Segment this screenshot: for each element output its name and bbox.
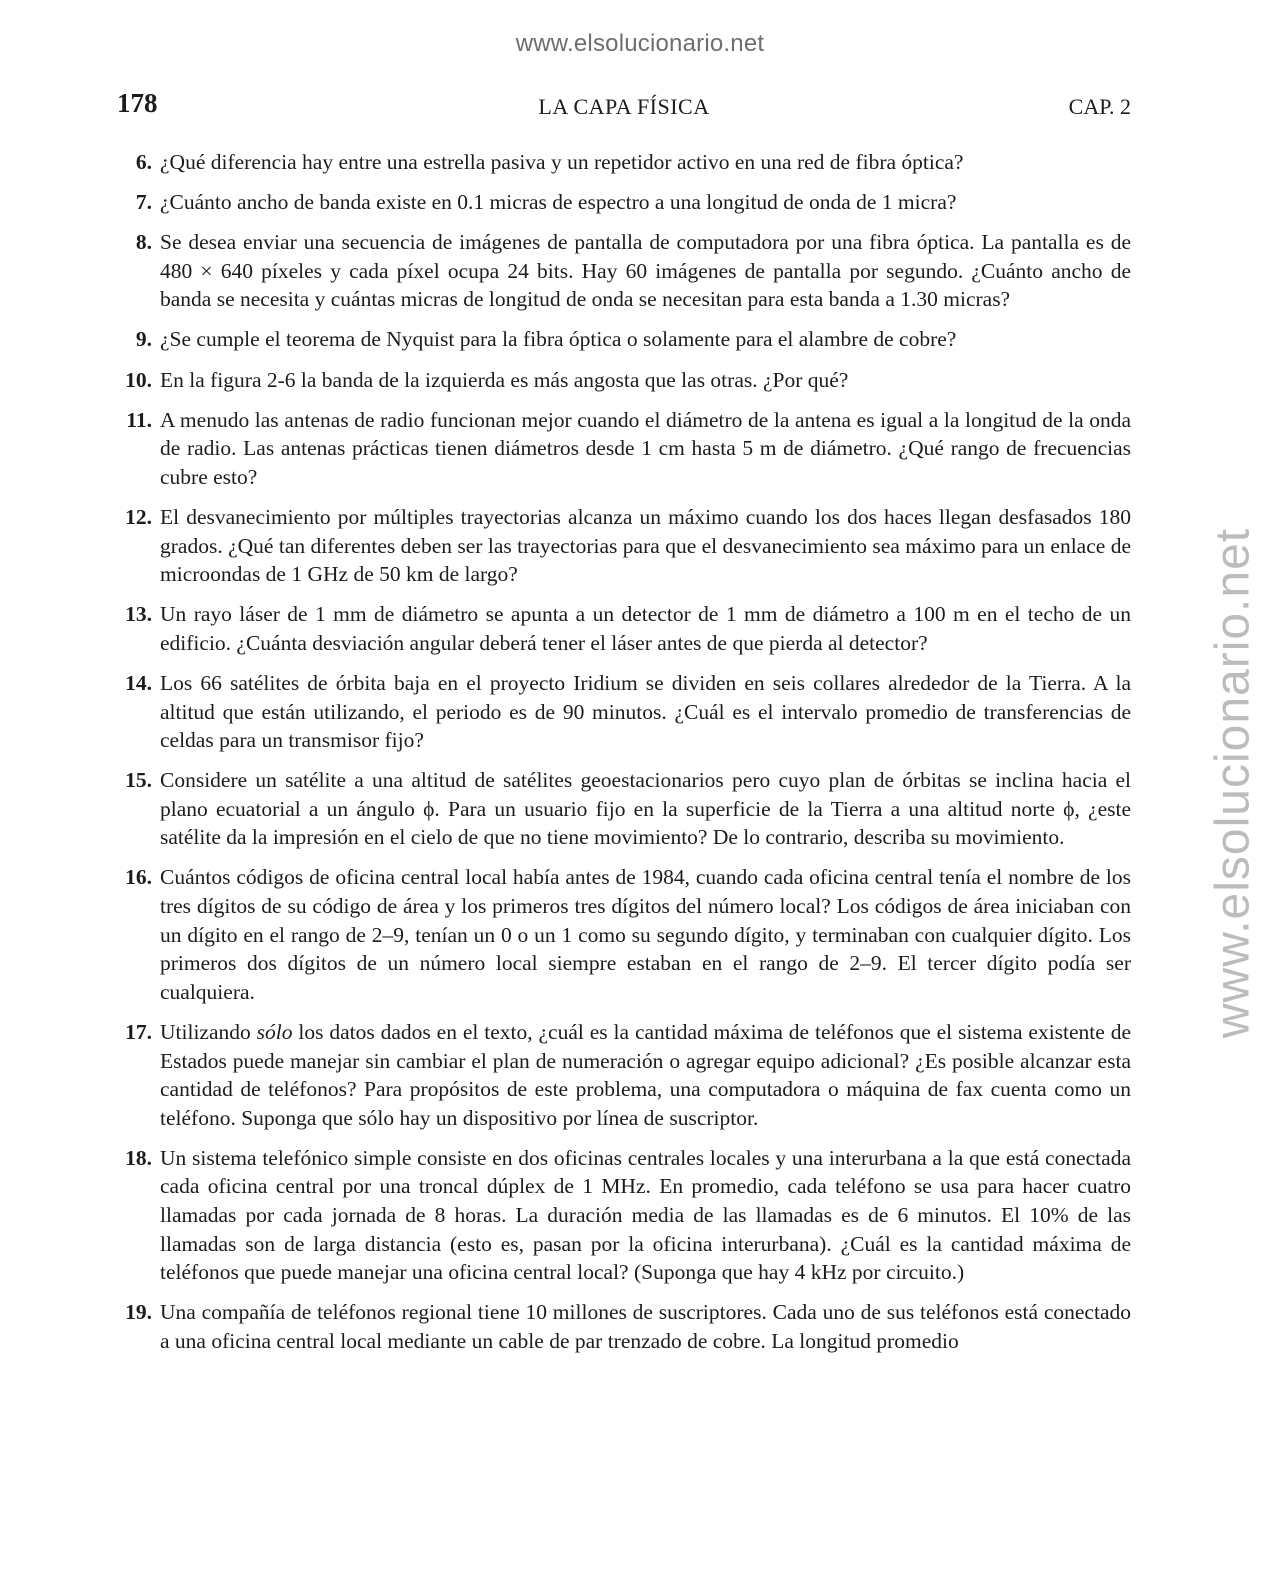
- problem-18: [117, 1144, 1131, 1287]
- problem-7: [117, 188, 1131, 217]
- problem-number: 15.: [125, 768, 152, 793]
- problem-text: Un sistema telefónico simple consiste en dos oficinas centrales locales y una interurbana a la que está conectada cada oficina central por una troncal dúplex de 1 MHz. En promedio, cada teléfono se usa para hacer cuatro llamadas por cada jornada de 8 horas. La duración media de las llamadas es de 6 minutos. El 10% de las llamadas son de larga distancia (esto es, pasan por la oficina interurbana). ¿Cuál es la cantidad máxima de teléfonos que puede manejar una oficina central local? (Suponga que hay 4 kHz por circuito.): [160, 1145, 1131, 1285]
- problem-8: [117, 228, 1131, 314]
- problem-text: A menudo las antenas de radio funcionan mejor cuando el diámetro de la antena es igual a la longitud de la onda de radio. Las antenas prácticas tienen diámetros desde 1 cm hasta 5 m de diámetro. ¿Qué rango de frecuencias cubre esto?: [160, 407, 1131, 489]
- problem-number: 19.: [125, 1300, 152, 1325]
- problem-text: En la figura 2-6 la banda de la izquierda es más angosta que las otras. ¿Por qué?: [160, 367, 849, 392]
- problem-text: ¿Qué diferencia hay entre una estrella pasiva y un repetidor activo en una red de fibra óptica?: [160, 150, 964, 174]
- problem-number: 18.: [125, 1145, 152, 1170]
- problem-text: El desvanecimiento por múltiples trayectorias alcanza un máximo cuando los dos haces llegan desfasados 180 grados. ¿Qué tan diferentes deben ser las trayectorias para que el desvanecimiento sea máximo para un enlace de microondas de 1 GHz de 50 km de largo?: [160, 504, 1131, 587]
- problem-17: [117, 1018, 1131, 1132]
- problem-10: [117, 366, 1131, 395]
- problem-number: 8.: [135, 230, 152, 255]
- problem-15: [117, 766, 1131, 852]
- problem-19: [117, 1298, 1131, 1355]
- problem-text: Considere un satélite a una altitud de satélites geoestacionarios pero cuyo plan de órbitas se inclina hacia el plano ecuatorial a un ángulo ϕ. Para un usuario fijo en la superficie de la Tierra a una altitud norte ϕ, ¿este satélite da la impresión en el cielo de que no tiene movimiento? De lo contrario, describa su movimiento.: [160, 768, 1131, 850]
- problem-text-emphasis: sólo: [256, 1019, 293, 1044]
- problem-number: 11.: [126, 407, 152, 432]
- problem-text: Se desea enviar una secuencia de imágenes de pantalla de computadora por una fibra óptica. La pantalla es de 480 × 640 píxeles y cada píxel ocupa 24 bits. Hay 60 imágenes de pantalla por segundo. ¿Cuánto ancho de banda se necesita y cuántas micras de longitud de onda se necesitan para esta banda a 1.30 micras?: [160, 230, 1131, 312]
- watermark-side: www.elsolucionario.net: [1206, 527, 1260, 1039]
- chapter-title: LA CAPA FÍSICA: [538, 94, 710, 119]
- problem-number: 12.: [125, 504, 152, 529]
- problem-14: [117, 669, 1131, 755]
- problem-text-before: Utilizando: [160, 1019, 257, 1044]
- watermark-top: www.elsolucionario.net: [515, 30, 765, 57]
- chapter-label: CAP. 2: [1068, 94, 1131, 119]
- problem-16: [117, 863, 1131, 1006]
- problem-13: [117, 600, 1131, 657]
- problem-9: [117, 325, 1131, 354]
- problem-text-after: los datos dados en el texto, ¿cuál es la cantidad máxima de teléfonos que el sistema existente de Estados puede manejar sin cambiar el plan de numeración o agregar equipo adicional? ¿Es posible alcanzar esta cantidad de teléfonos? Para propósitos de este problema, una computadora o máquina de fax cuenta como un teléfono. Suponga que sólo hay un dispositivo por línea de suscriptor.: [160, 1019, 1131, 1130]
- problem-number: 6.: [135, 150, 152, 174]
- page-number: 178: [117, 88, 158, 118]
- problem-number: 7.: [135, 190, 152, 215]
- running-head: [117, 88, 1131, 128]
- problem-number: 9.: [135, 327, 152, 352]
- problem-12: [117, 503, 1131, 589]
- problem-number: 16.: [125, 865, 152, 890]
- problem-6: [117, 148, 1131, 177]
- problem-list: [117, 148, 1131, 1367]
- problem-number: 17.: [125, 1019, 152, 1044]
- problem-number: 13.: [125, 602, 152, 627]
- problem-text: Los 66 satélites de órbita baja en el proyecto Iridium se dividen en seis collares alrededor de la Tierra. A la altitud que están utilizando, el periodo es de 90 minutos. ¿Cuál es el intervalo promedio de transferencias de celdas para un transmisor fijo?: [160, 670, 1131, 753]
- problem-number: 14.: [125, 670, 152, 695]
- problem-text: Un rayo láser de 1 mm de diámetro se apunta a un detector de 1 mm de diámetro a 100 m en el techo de un edificio. ¿Cuánta desviación angular deberá tener el láser antes de que pierda al detector?: [160, 602, 1131, 655]
- problem-text: [160, 1018, 1131, 1132]
- problem-text: ¿Cuánto ancho de banda existe en 0.1 micras de espectro a una longitud de onda de 1 micra?: [160, 190, 957, 215]
- problem-11: [117, 406, 1131, 492]
- problem-text: Una compañía de teléfonos regional tiene 10 millones de suscriptores. Cada uno de sus teléfonos está conectado a una oficina central local mediante un cable de par trenzado de cobre. La longitud promedio: [160, 1300, 1131, 1353]
- problem-number: 10.: [125, 367, 152, 392]
- problem-text: Cuántos códigos de oficina central local había antes de 1984, cuando cada oficina central tenía el nombre de los tres dígitos de su código de área y los primeros tres dígitos del número local? Los códigos de área iniciaban con un dígito en el rango de 2–9, tenían un 0 o un 1 como su segundo dígito, y terminaban con cualquier dígito. Los primeros dos dígitos de un número local siempre estaban en el rango de 2–9. El tercer dígito podía ser cualquiera.: [160, 865, 1131, 1004]
- problem-text: ¿Se cumple el teorema de Nyquist para la fibra óptica o solamente para el alambre de cobre?: [160, 327, 957, 352]
